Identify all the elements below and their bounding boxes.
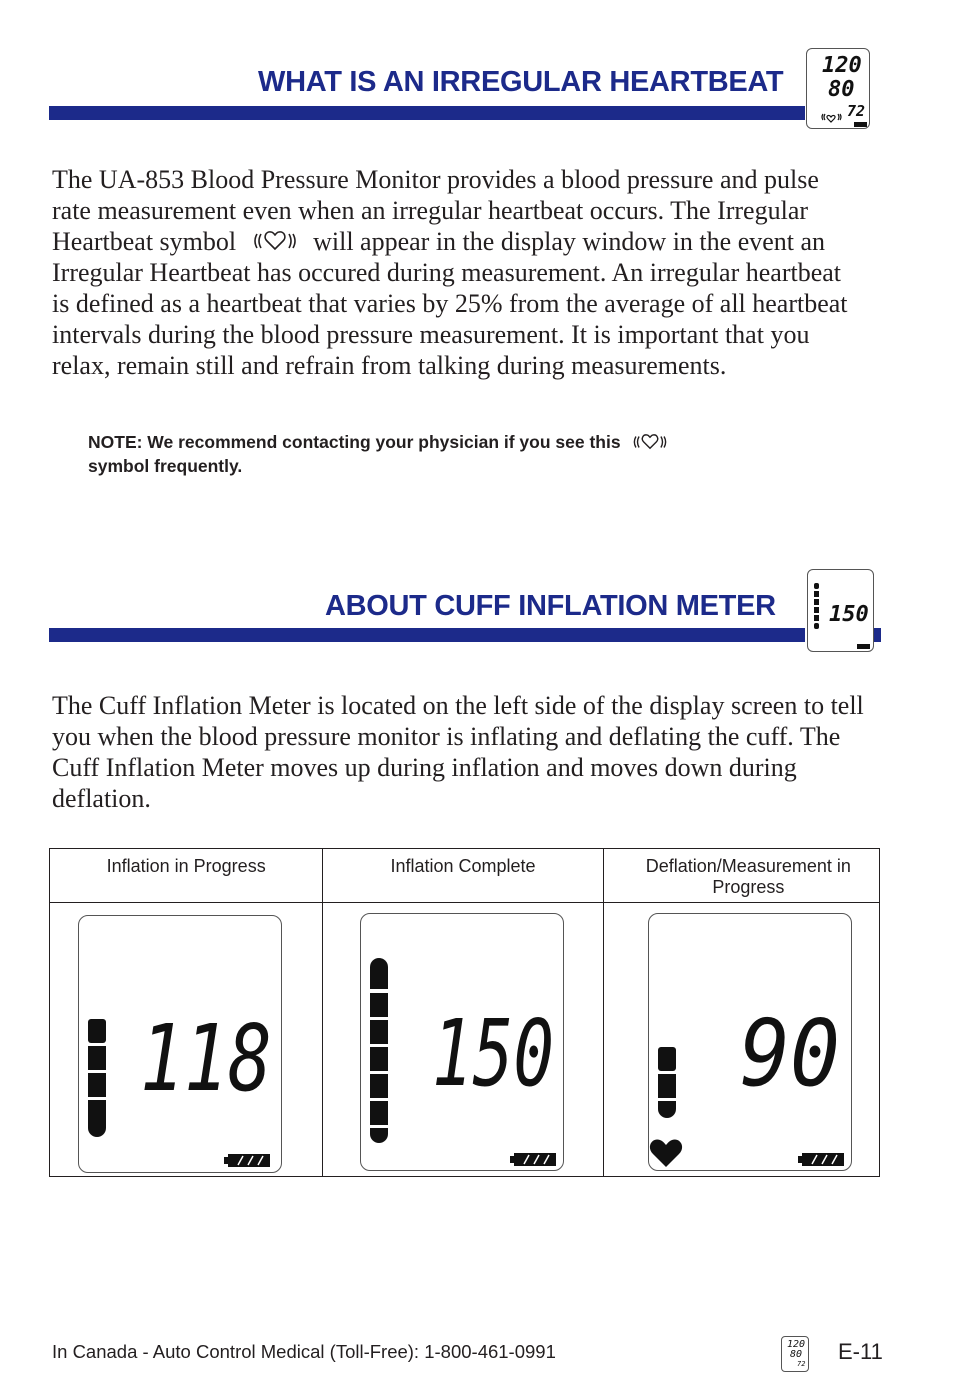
footer-icon-diastolic: 80: [790, 1349, 803, 1360]
battery-icon: [224, 1154, 270, 1167]
footer-contact: In Canada - Auto Control Medical (Toll-Free): 1-800-461-0991: [52, 1341, 556, 1362]
column-header: Deflation/Measurement in Progress: [603, 849, 879, 903]
lcd-display: [360, 913, 564, 1171]
section-rule: [49, 106, 805, 120]
irregular-heartbeat-symbol-icon: [625, 430, 675, 454]
cuff-inflation-meter: [370, 958, 388, 1143]
icon-reading: 150: [829, 602, 869, 627]
battery-icon: [798, 1153, 844, 1166]
section-rule-end: [873, 628, 881, 642]
page-number: E-11: [838, 1339, 883, 1364]
section-heading-cuff-inflation: ABOUT CUFF INFLATION METER: [325, 590, 776, 622]
irregular-heartbeat-description: [52, 164, 862, 381]
lcd-display-icon: [807, 569, 874, 652]
section-rule: [49, 628, 805, 642]
cuff-inflation-description: The Cuff Inflation Meter is located on the left side of the display screen to tell you when the blood pressure monitor is inflating and deflating the cuff. The Cuff Inflation Meter moves up during inflation and moves down during deflation.: [52, 691, 864, 813]
column-header: Inflation in Progress: [50, 849, 323, 903]
footer-icon-systolic: 120: [787, 1339, 806, 1350]
note-part2: symbol frequently.: [88, 456, 243, 476]
cuff-inflation-meter: [88, 1019, 106, 1137]
battery-icon: [857, 644, 870, 649]
description-part2: will appear in the display window in the event an Irregular Heartbeat has occured during measurement. An irregular heartbeat is defined as a heartbeat that varies by 25% from the average of all heartbeat intervals during the blood pressure measurement. It is important that you relax, remain still and refrain from talking during measurements.: [52, 227, 848, 380]
footer-icon-pulse: 72: [797, 1360, 806, 1368]
icon-diastolic: 80: [828, 77, 855, 102]
note-part1: NOTE: We recommend contacting your physician if you see this: [88, 432, 621, 452]
inflation-meter-table: [49, 848, 880, 1177]
table-header-row: [50, 849, 880, 903]
icon-systolic: 120: [822, 53, 862, 78]
battery-icon: [510, 1153, 556, 1166]
display-cell-inflation-complete: [323, 903, 603, 1177]
lcd-display-icon: [806, 48, 870, 129]
lcd-reading: 118: [140, 1005, 272, 1112]
section-heading-irregular-heartbeat: WHAT IS AN IRREGULAR HEARTBEAT: [258, 66, 784, 98]
display-cell-inflation-in-progress: [50, 903, 323, 1177]
battery-icon: [854, 122, 867, 127]
icon-pulse: 72: [847, 102, 866, 120]
footer-lcd-icon: [781, 1336, 809, 1372]
display-cell-deflation-in-progress: [603, 903, 879, 1177]
cuff-inflation-meter: [658, 1047, 676, 1118]
irregular-heartbeat-icon: [822, 114, 841, 122]
note-text: [88, 430, 828, 478]
table-image-row: [50, 903, 880, 1177]
lcd-display: [648, 913, 852, 1171]
lcd-reading: 150: [432, 1000, 555, 1107]
heart-icon: [650, 1139, 682, 1167]
column-header: Inflation Complete: [323, 849, 603, 903]
lcd-display: [78, 915, 282, 1173]
irregular-heartbeat-symbol-icon: [243, 228, 307, 254]
description-part1: The UA-853 Blood Pressure Monitor provides a blood pressure and pulse rate measurement even when an irregular heartbeat occurs. The Irregular Heartbeat symbol: [52, 165, 819, 256]
lcd-reading: 90: [739, 1000, 840, 1107]
